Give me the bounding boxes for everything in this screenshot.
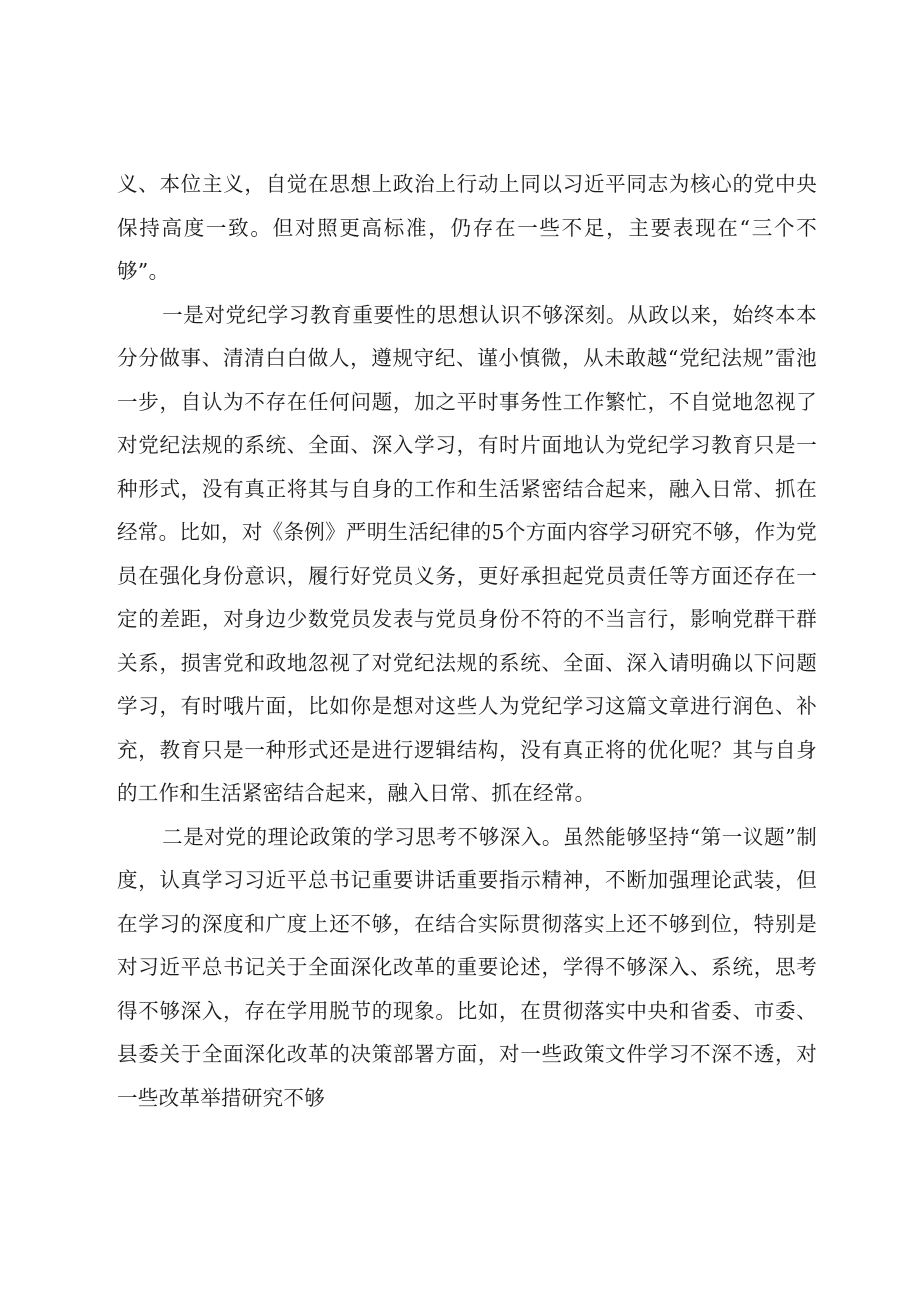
paragraph-point-two: 二是对党的理论政策的学习思考不够深入。虽然能够坚持“第一议题”制度，认真学习习近平总书记重要讲话重要指示精神，不断加强理论武装，但在学习的深度和广度上还不够，在结合实际贯彻落实上还不够到位，特别是对习近平总书记关于全面深化改革的重要论述，学得不够深入、系统，思考得不够深入，存在学用脱节的现象。比如，在贯彻落实中央和省委、市委、县委关于全面深化改革的决策部署方面，对一些政策文件学习不深不透，对一些改革举措研究不够 [117,824,817,1110]
paragraph-point-one: 一是对党纪学习教育重要性的思想认识不够深刻。从政以来，始终本本分分做事、清清白白做人，遵规守纪、谨小慎微，从未敢越“党纪法规”雷池一步，自认为不存在任何问题，加之平时事务性工作繁忙，不自觉地忽视了对党纪法规的系统、全面、深入学习，有时片面地认为党纪学习教育只是一种形式，没有真正将其与自身的工作和生活紧密结合起来，融入日常、抓在经常。比如，对《条例》严明生活纪律的5个方面内容学习研究不够，作为党员在强化身份意识，履行好党员义务，更好承担起党员责任等方面还存在一定的差距，对身边少数党员发表与党员身份不符的不当言行，影响党群干群关系，损害党和政地忽视了对党纪法规的系统、全面、深入请明确以下问题学习，有时哦片面，比如你是想对这些人为党纪学习这篇文章进行润色、补充，教育只是一种形式还是进行逻辑结构，没有真正将的优化呢？其与自身的工作和生活紧密结合起来，融入日常、抓在经常。 [117,302,817,805]
document-body [117,163,817,1120]
paragraph-intro-continuation: 义、本位主义，自觉在思想上政治上行动上同以习近平同志为核心的党中央保持高度一致。但对照更高标准，仍存在一些不足，主要表现在“三个不够”。 [117,172,817,283]
